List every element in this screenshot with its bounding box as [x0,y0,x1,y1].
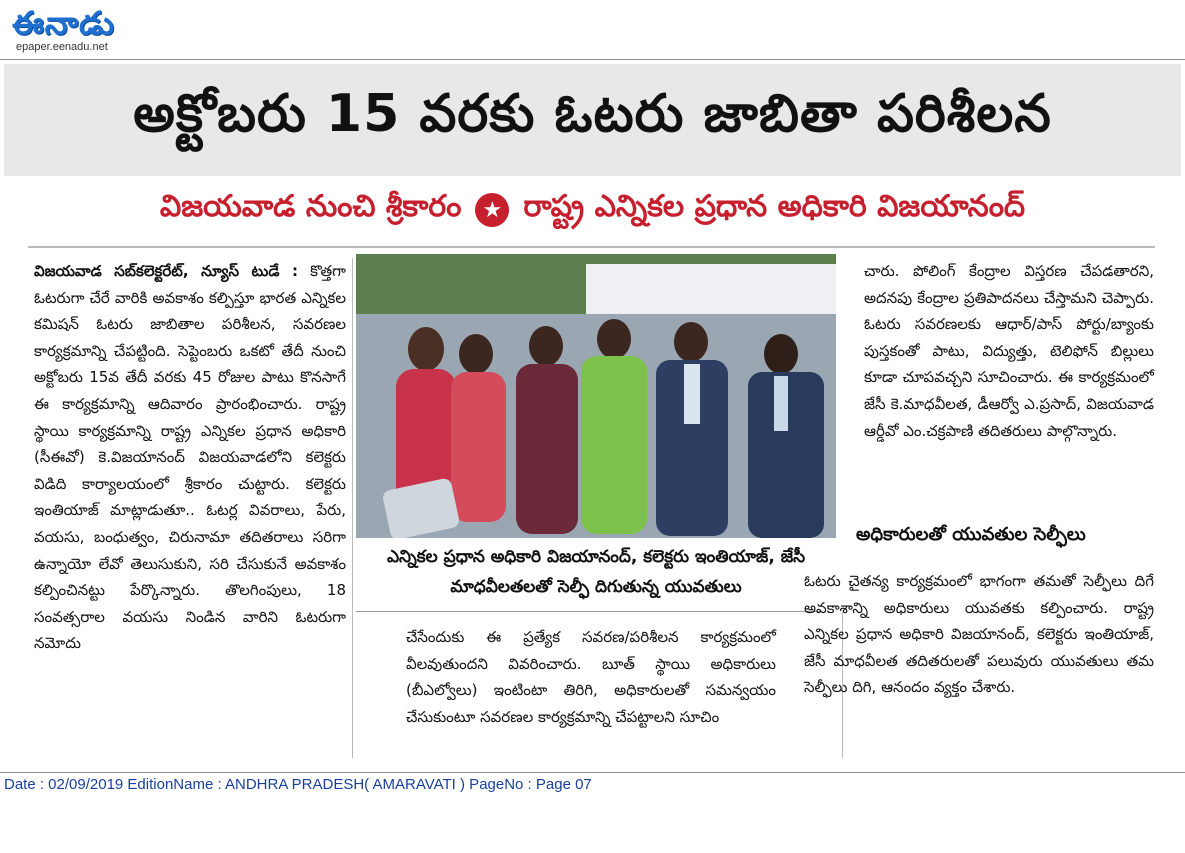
footer-divider [0,772,1185,773]
article-column-3-continued: ఓటరు చైతన్య కార్యక్రమంలో భాగంగా తమతో సెల్ఫీలు దిగే అవకాశాన్ని అధికారులు యువతకు కల్పించారు. రాష్ట్ర ఎన్నికల ప్రధాన అధికారి విజయానంద్, కలెక్టరు ఇంతియాజ్, జేసీ మాధవీలత తదితరులతో పలువురు యువతులు తమ సెల్ఫీలు దిగి, ఆనందం వ్యక్తం చేశారు. [804,572,1154,697]
section-heading: అధికారులతో యువతుల సెల్ఫీలు [856,524,1086,545]
selfie-photo-illustration [356,254,836,538]
masthead-logo[interactable] [12,4,152,54]
eenadu-logo: ఈనాడు [12,4,115,42]
caption-divider [356,611,822,612]
article-column-3: చారు. పోలింగ్ కేంద్రాల విస్తరణ చేపడతారని, అదనపు కేంద్రాల ప్రతిపాదనలు చేస్తామని చెప్పారు. ఓటరు సవరణలకు ఆధార్/పాస్ పోర్టు/బ్యాంకు పుస్తకంతో పాటు, విద్యుత్తు, టెలిఫోన్ బిల్లులు కూడా చూపవచ్చని సూచించారు. ఈ కార్యక్రమంలో జేసీ కె.మాధవీలత, డీఆర్వో ఎ.ప్రసాద్, విజయవాడ ఆర్డీవో ఎం.చక్రపాణి తదితరులు పాల్గొన్నారు. [864,262,1154,440]
subheadline-right: రాష్ట్ర ఎన్నికల ప్రధాన అధికారి విజయానంద్ [523,189,1026,224]
subheadline [4,184,1181,236]
headline-band [4,64,1181,176]
news-photo[interactable] [356,254,836,538]
star-icon: ★ [475,193,509,227]
photo-caption: ఎన్నికల ప్రధాన అధికారి విజయానంద్, కలెక్టరు ఇంతియాజ్, జేసీ మాధవీలతలతో సెల్ఫీ దిగుతున్న యువతులు [386,547,806,597]
dateline: విజయవాడ సబ్‌కలెక్టరేట్, న్యూస్ టుడే : [34,262,298,280]
top-divider [0,59,1185,60]
article-column-2: చేసేందుకు ఈ ప్రత్యేక సవరణ/పరిశీలన కార్యక్రమంలో వీలవుతుందని వివరించారు. బూత్ స్థాయి అధికారులు (బీఎల్వోలు) ఇంటింటా తిరిగి, అధికారులతో సమన్వయం చేసుకుంటూ సవరణల కార్యక్రమాన్ని చేపట్టాలని సూచిం [406,628,776,726]
headline: అక్టోబరు 15 వరకు ఓటరు జాబితా పరిశీలన [133,83,1052,144]
column-1-text: కొత్తగా ఓటరుగా చేరే వారికి అవకాశం కల్పిస్తూ భారత ఎన్నికల కమిషన్ ఓటరు జాబితాల పరిశీలన, సవరణల కార్యక్రమాన్ని చేపట్టింది. సెప్టెంబరు ఒకటో తేదీ నుంచి అక్టోబరు 15వ తేదీ వరకు 45 రోజుల పాటు కొనసాగే ఈ కార్యక్రమాన్ని ఆదివారం ప్రారంభించారు. రాష్ట్ర స్థాయి కార్యక్రమాన్ని రాష్ట్ర ఎన్నికల ప్రధాన అధికారి (సీఈవో) కె.విజయానంద్ విజయవాడలోని కలెక్టరు విడిది కార్యాలయంలో శ్రీకారం చుట్టారు. కలెక్టరు ఇంతియాజ్ మాట్లాడుతూ.. ఓటర్ల వివరాలు, పేరు, వయసు, బంధుత్వం, చిరునామా తదితరాలు సరిగా ఉన్నాయో లేవో తెలుసుకుని, సరి చేసుకునే అవకాశం కల్పించినట్టు పేర్కొన్నారు. తొలగింపులు, 18 సంవత్సరాల వయసు నిండిన వారిని ఓటరుగా నమోదు [34,262,346,653]
subheadline-divider [28,246,1155,248]
footer-info: Date : 02/09/2019 EditionName : ANDHRA PRADESH( AMARAVATI ) PageNo : Page 07 [4,776,592,793]
site-url: epaper.eenadu.net [16,41,108,53]
column-divider [352,258,353,758]
article-column-1 [34,258,346,657]
subheadline-left: విజయవాడ నుంచి శ్రీకారం [159,189,462,224]
